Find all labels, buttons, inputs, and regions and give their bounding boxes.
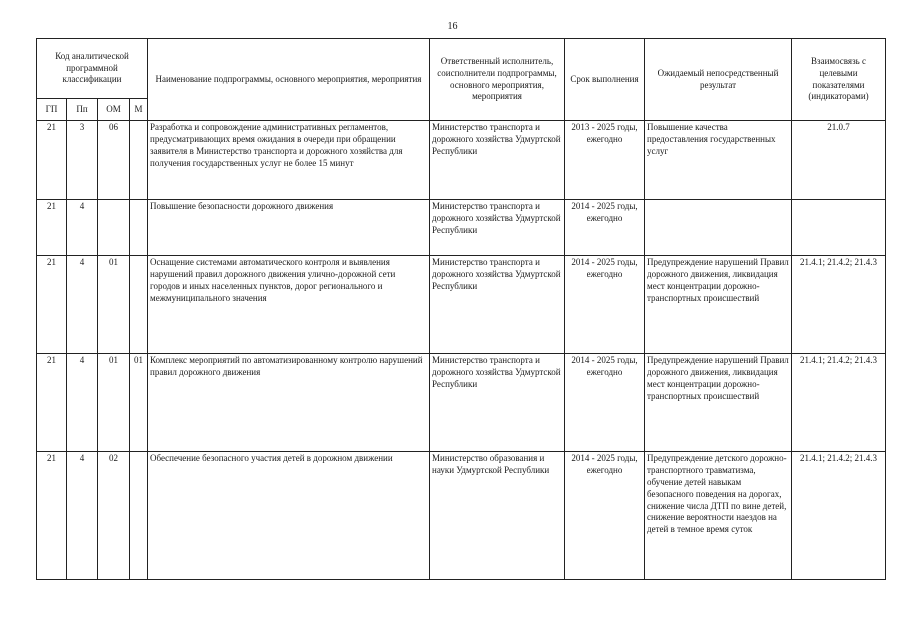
header-indicators: Взаимосвязь с целевыми показателями (индикаторами) xyxy=(792,39,886,121)
cell-m xyxy=(130,256,148,354)
cell-indicators: 21.4.1; 21.4.2; 21.4.3 xyxy=(792,354,886,452)
cell-name: Оснащение системами автоматического контроля и выявления нарушений правил дорожного движения улично-дорожной сети городов и иных населенных пунктов, дорог регионального и межмуниципального значения xyxy=(148,256,430,354)
cell-name: Повышение безопасности дорожного движения xyxy=(148,200,430,256)
cell-responsible: Министерство транспорта и дорожного хозяйства Удмуртской Республики xyxy=(430,354,565,452)
cell-m xyxy=(130,121,148,200)
cell-om: 01 xyxy=(98,354,130,452)
header-gp: ГП xyxy=(37,99,67,121)
cell-pp: 4 xyxy=(67,354,98,452)
header-name: Наименование подпрограммы, основного мероприятия, мероприятия xyxy=(148,39,430,121)
table-row xyxy=(37,354,886,452)
program-table xyxy=(36,38,886,580)
cell-pp: 4 xyxy=(67,200,98,256)
header-classification: Код аналитической программной классификации xyxy=(37,39,148,99)
cell-responsible: Министерство транспорта и дорожного хозяйства Удмуртской Республики xyxy=(430,256,565,354)
header-responsible: Ответственный исполнитель, соисполнители подпрограммы, основного мероприятия, мероприятия xyxy=(430,39,565,121)
page-number: 16 xyxy=(447,21,458,32)
cell-pp: 3 xyxy=(67,121,98,200)
cell-m xyxy=(130,200,148,256)
header-pp: Пп xyxy=(67,99,98,121)
cell-indicators: 21.4.1; 21.4.2; 21.4.3 xyxy=(792,452,886,580)
header-result: Ожидаемый непосредственный результат xyxy=(645,39,792,121)
cell-om: 06 xyxy=(98,121,130,200)
cell-result: Предупреждение нарушений Правил дорожного движения, ликвидация мест концентрации дорожно-транспортных происшествий xyxy=(645,354,792,452)
header-m: М xyxy=(130,99,148,121)
table-row xyxy=(37,121,886,200)
header-om: ОМ xyxy=(98,99,130,121)
cell-indicators: 21.0.7 xyxy=(792,121,886,200)
cell-gp: 21 xyxy=(37,452,67,580)
header-term: Срок выполнения xyxy=(565,39,645,121)
cell-name: Разработка и сопровождение административных регламентов, предусматривающих время ожидания в очереди при обращении заявителя в Министерство транспорта и дорожного хозяйства для получения государственных услуг не более 15 минут xyxy=(148,121,430,200)
table-row xyxy=(37,200,886,256)
cell-name: Обеспечение безопасного участия детей в дорожном движении xyxy=(148,452,430,580)
cell-term: 2013 - 2025 годы, ежегодно xyxy=(565,121,645,200)
cell-term: 2014 - 2025 годы, ежегодно xyxy=(565,200,645,256)
cell-pp: 4 xyxy=(67,256,98,354)
cell-term: 2014 - 2025 годы, ежегодно xyxy=(565,452,645,580)
cell-indicators: 21.4.1; 21.4.2; 21.4.3 xyxy=(792,256,886,354)
cell-om: 01 xyxy=(98,256,130,354)
table-row xyxy=(37,256,886,354)
table-row xyxy=(37,452,886,580)
cell-result: Предупреждение детского дорожно-транспортного травматизма, обучение детей навыкам безопасного поведения на дорогах, снижение числа ДТП по вине детей, снижение вероятности наездов на детей в темное время суток xyxy=(645,452,792,580)
cell-responsible: Министерство образования и науки Удмуртской Республики xyxy=(430,452,565,580)
cell-m: 01 xyxy=(130,354,148,452)
cell-gp: 21 xyxy=(37,256,67,354)
cell-om: 02 xyxy=(98,452,130,580)
cell-result: Повышение качества предоставления государственных услуг xyxy=(645,121,792,200)
cell-gp: 21 xyxy=(37,354,67,452)
cell-result xyxy=(645,200,792,256)
cell-result: Предупреждение нарушений Правил дорожного движения, ликвидация мест концентрации дорожно-транспортных происшествий xyxy=(645,256,792,354)
cell-indicators xyxy=(792,200,886,256)
cell-gp: 21 xyxy=(37,200,67,256)
cell-responsible: Министерство транспорта и дорожного хозяйства Удмуртской Республики xyxy=(430,121,565,200)
cell-gp: 21 xyxy=(37,121,67,200)
cell-term: 2014 - 2025 годы, ежегодно xyxy=(565,354,645,452)
cell-pp: 4 xyxy=(67,452,98,580)
cell-om xyxy=(98,200,130,256)
cell-name: Комплекс мероприятий по автоматизированному контролю нарушений правил дорожного движения xyxy=(148,354,430,452)
cell-m xyxy=(130,452,148,580)
cell-term: 2014 - 2025 годы, ежегодно xyxy=(565,256,645,354)
cell-responsible: Министерство транспорта и дорожного хозяйства Удмуртской Республики xyxy=(430,200,565,256)
